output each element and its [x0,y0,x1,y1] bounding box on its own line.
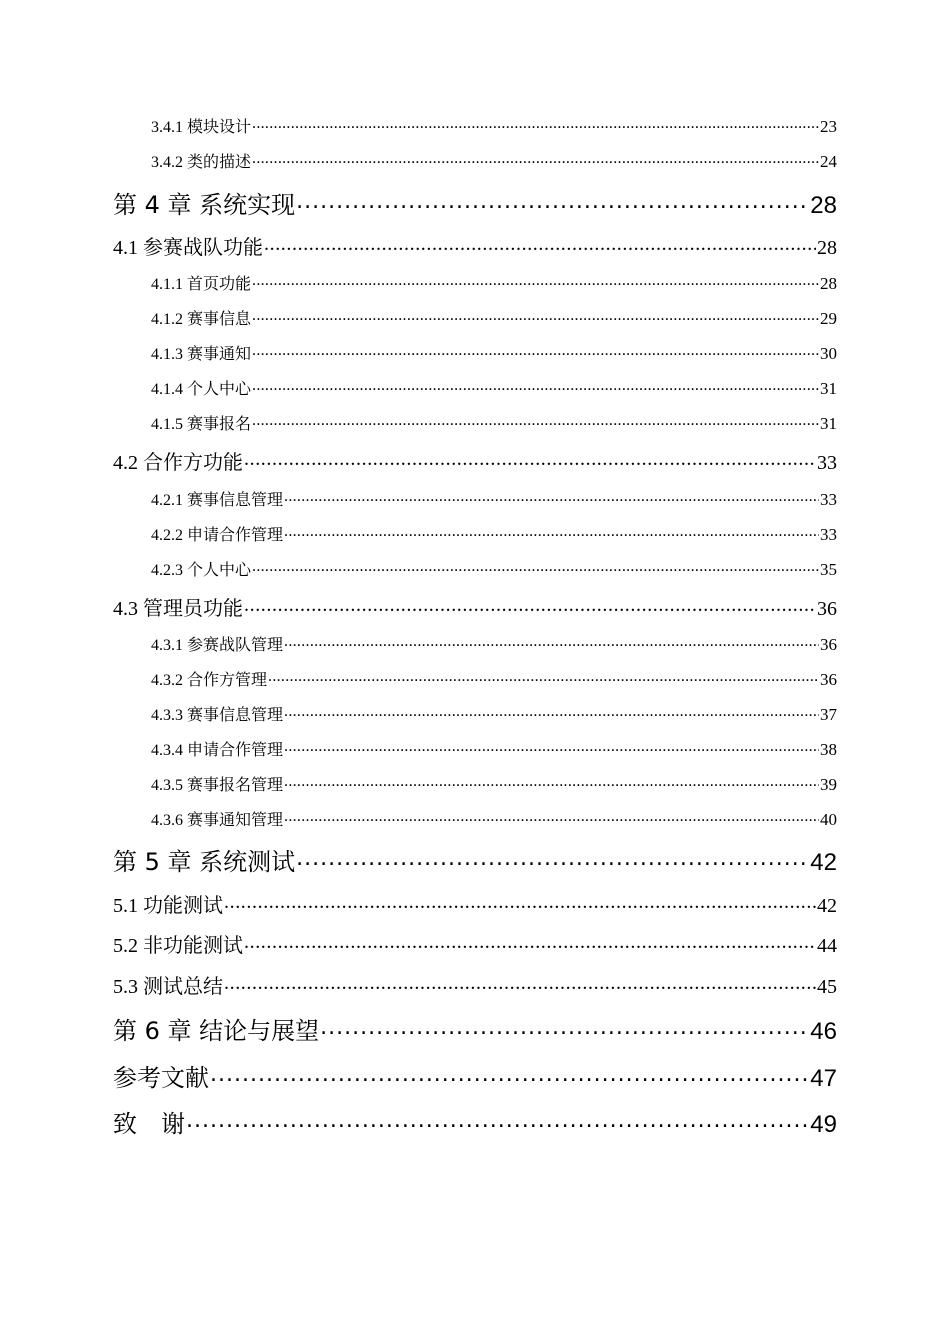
chapter-title: 结论与展望 [199,1017,320,1045]
toc-entry-4-2[interactable] [113,446,837,475]
section-number: 5.3 [113,976,138,998]
chapter-number: 第 6 章 [113,1017,192,1045]
toc-entry-label [151,341,251,364]
section-number: 4.3.3 [151,707,183,724]
section-title: 个人中心 [187,560,252,579]
section-title: 申请合作管理 [187,740,284,759]
page-number: 37 [820,705,837,724]
chapter-title: 参考文献 [113,1064,209,1092]
page-number: 42 [817,895,837,917]
dot-leader [252,273,819,289]
chapter-number: 第 5 章 [113,848,192,876]
dot-leader [224,973,816,993]
toc-entry-5-3[interactable] [113,970,837,999]
page-number: 24 [820,152,837,171]
page-number: 44 [817,935,837,957]
section-number: 4.1 [113,237,138,259]
toc-entry-acknowledgements[interactable] [113,1104,837,1139]
section-number: 4.1.5 [151,416,183,433]
toc-entry-chapter-4[interactable] [113,185,837,220]
section-title: 赛事报名 [187,414,252,433]
page-number: 36 [820,635,837,654]
toc-entry-4-1[interactable] [113,231,837,260]
section-title: 类的描述 [187,152,252,171]
section-title: 合作方管理 [187,670,268,689]
page-number: 29 [820,309,837,328]
dot-leader [320,1015,809,1039]
page-number: 30 [820,344,837,363]
toc-entry-label [151,667,267,690]
section-number: 5.1 [113,895,138,917]
section-number: 5.2 [113,935,138,957]
toc-entry-label [151,306,251,329]
section-number: 4.3 [113,598,138,620]
dot-leader [210,1062,809,1086]
dot-leader [296,846,809,870]
toc-entry-4-2-2[interactable] [151,522,837,545]
toc-entry-3-4-1[interactable] [151,114,837,137]
dot-leader [264,234,816,254]
page-number: 46 [810,1018,837,1045]
dot-leader [284,524,819,540]
toc-entry-label [113,842,295,877]
toc-entry-4-2-3[interactable] [151,557,837,580]
section-number: 4.1.4 [151,381,183,398]
section-title: 非功能测试 [143,935,243,957]
dot-leader [252,343,819,359]
toc-entry-label [151,807,283,830]
toc-entry-label [151,376,251,399]
page-number: 31 [820,414,837,433]
toc-entry-label [113,185,295,220]
toc-entry-4-2-1[interactable] [151,487,837,510]
section-title: 赛事信息管理 [187,490,284,509]
page-number: 36 [817,598,837,620]
page-number: 33 [820,490,837,509]
page-number: 33 [817,452,837,474]
section-title: 赛事信息 [187,309,252,328]
toc-entry-label [113,889,223,918]
section-title: 模块设计 [187,117,252,136]
chapter-title: 系统测试 [199,848,296,876]
toc-entry-label [113,1104,185,1139]
section-number: 4.2.1 [151,492,183,509]
section-title: 测试总结 [143,976,223,998]
section-number: 4.2.3 [151,562,183,579]
dot-leader [284,739,819,755]
section-number: 4.3.6 [151,812,183,829]
section-title: 首页功能 [187,274,252,293]
toc-entry-label [151,557,251,580]
page-number: 35 [820,560,837,579]
section-title: 赛事通知管理 [187,810,284,829]
toc-entry-4-1-4[interactable] [151,376,837,399]
toc-entry-label [151,271,251,294]
page-number: 23 [820,117,837,136]
toc-entry-4-3-3[interactable] [151,702,837,725]
toc-entry-chapter-5[interactable] [113,842,837,877]
page-number: 42 [810,849,837,876]
dot-leader [252,151,819,167]
section-number: 3.4.1 [151,119,183,136]
page-number: 31 [820,379,837,398]
section-number: 4.3.2 [151,672,183,689]
section-title: 申请合作管理 [187,525,284,544]
page-number: 39 [820,775,837,794]
toc-entry-label [113,970,223,999]
dot-leader [284,809,819,825]
toc-entry-label [151,772,283,795]
toc-entry-label [151,702,283,725]
toc-entry-4-1-2[interactable] [151,306,837,329]
section-title: 合作方功能 [143,452,243,474]
toc-entry-5-2[interactable] [113,929,837,958]
chapter-title: 致 谢 [113,1110,185,1138]
page-number: 28 [817,237,837,259]
toc-entry-4-1-5[interactable] [151,411,837,434]
section-number: 4.2.2 [151,527,183,544]
section-title: 个人中心 [187,379,252,398]
dot-leader [224,892,816,912]
toc-entry-4-3-4[interactable] [151,737,837,760]
page-number: 40 [820,810,837,829]
toc-entry-4-3-6[interactable] [151,807,837,830]
toc-entry-4-3[interactable] [113,592,837,621]
section-title: 参赛战队功能 [143,237,263,259]
chapter-title: 系统实现 [199,191,296,219]
toc-entry-label [151,632,283,655]
section-title: 赛事报名管理 [187,775,284,794]
page-number: 28 [820,274,837,293]
toc-entry-label [151,487,283,510]
page-number: 36 [820,670,837,689]
dot-leader [296,189,809,213]
dot-leader [284,774,819,790]
toc-entry-4-1-1[interactable] [151,271,837,294]
section-number: 3.4.2 [151,154,183,171]
dot-leader [252,378,819,394]
section-title: 管理员功能 [143,598,243,620]
section-number: 4.1.2 [151,311,183,328]
toc-entry-4-3-5[interactable] [151,772,837,795]
toc-entry-5-1[interactable] [113,889,837,918]
dot-leader [284,489,819,505]
dot-leader [252,413,819,429]
dot-leader [244,449,816,469]
toc-entry-label [113,1058,209,1093]
toc-entry-3-4-2[interactable] [151,149,837,172]
toc-entry-4-3-1[interactable] [151,632,837,655]
chapter-number: 第 4 章 [113,191,192,219]
section-title: 功能测试 [143,895,223,917]
section-number: 4.1.1 [151,276,183,293]
toc-entry-label [151,114,251,137]
toc-entry-label [113,1011,319,1046]
section-title: 赛事信息管理 [187,705,284,724]
dot-leader [186,1108,809,1132]
dot-leader [268,669,819,685]
toc-entry-label [113,231,263,260]
section-number: 4.3.5 [151,777,183,794]
section-title: 赛事通知 [187,344,252,363]
dot-leader [244,595,816,615]
toc-entry-label [113,446,243,475]
section-number: 4.1.3 [151,346,183,363]
toc-entry-label [151,149,251,172]
section-title: 参赛战队管理 [187,635,284,654]
section-number: 4.2 [113,452,138,474]
toc-entry-chapter-6[interactable] [113,1011,837,1046]
dot-leader [252,116,819,132]
toc-entry-label [151,522,283,545]
toc-entry-label [113,929,243,958]
dot-leader [252,308,819,324]
dot-leader [252,559,819,575]
toc-entry-4-1-3[interactable] [151,341,837,364]
page-number: 28 [810,192,837,219]
toc-entry-label [151,411,251,434]
section-number: 4.3.4 [151,742,183,759]
page-number: 33 [820,525,837,544]
page-number: 38 [820,740,837,759]
toc-entry-references[interactable] [113,1058,837,1093]
page-number: 47 [810,1065,837,1092]
page-number: 49 [810,1111,837,1138]
dot-leader [284,634,819,650]
toc-entry-label [151,737,283,760]
toc-entry-label [113,592,243,621]
toc-entry-4-3-2[interactable] [151,667,837,690]
dot-leader [244,932,816,952]
section-number: 4.3.1 [151,637,183,654]
page-number: 45 [817,976,837,998]
dot-leader [284,704,819,720]
